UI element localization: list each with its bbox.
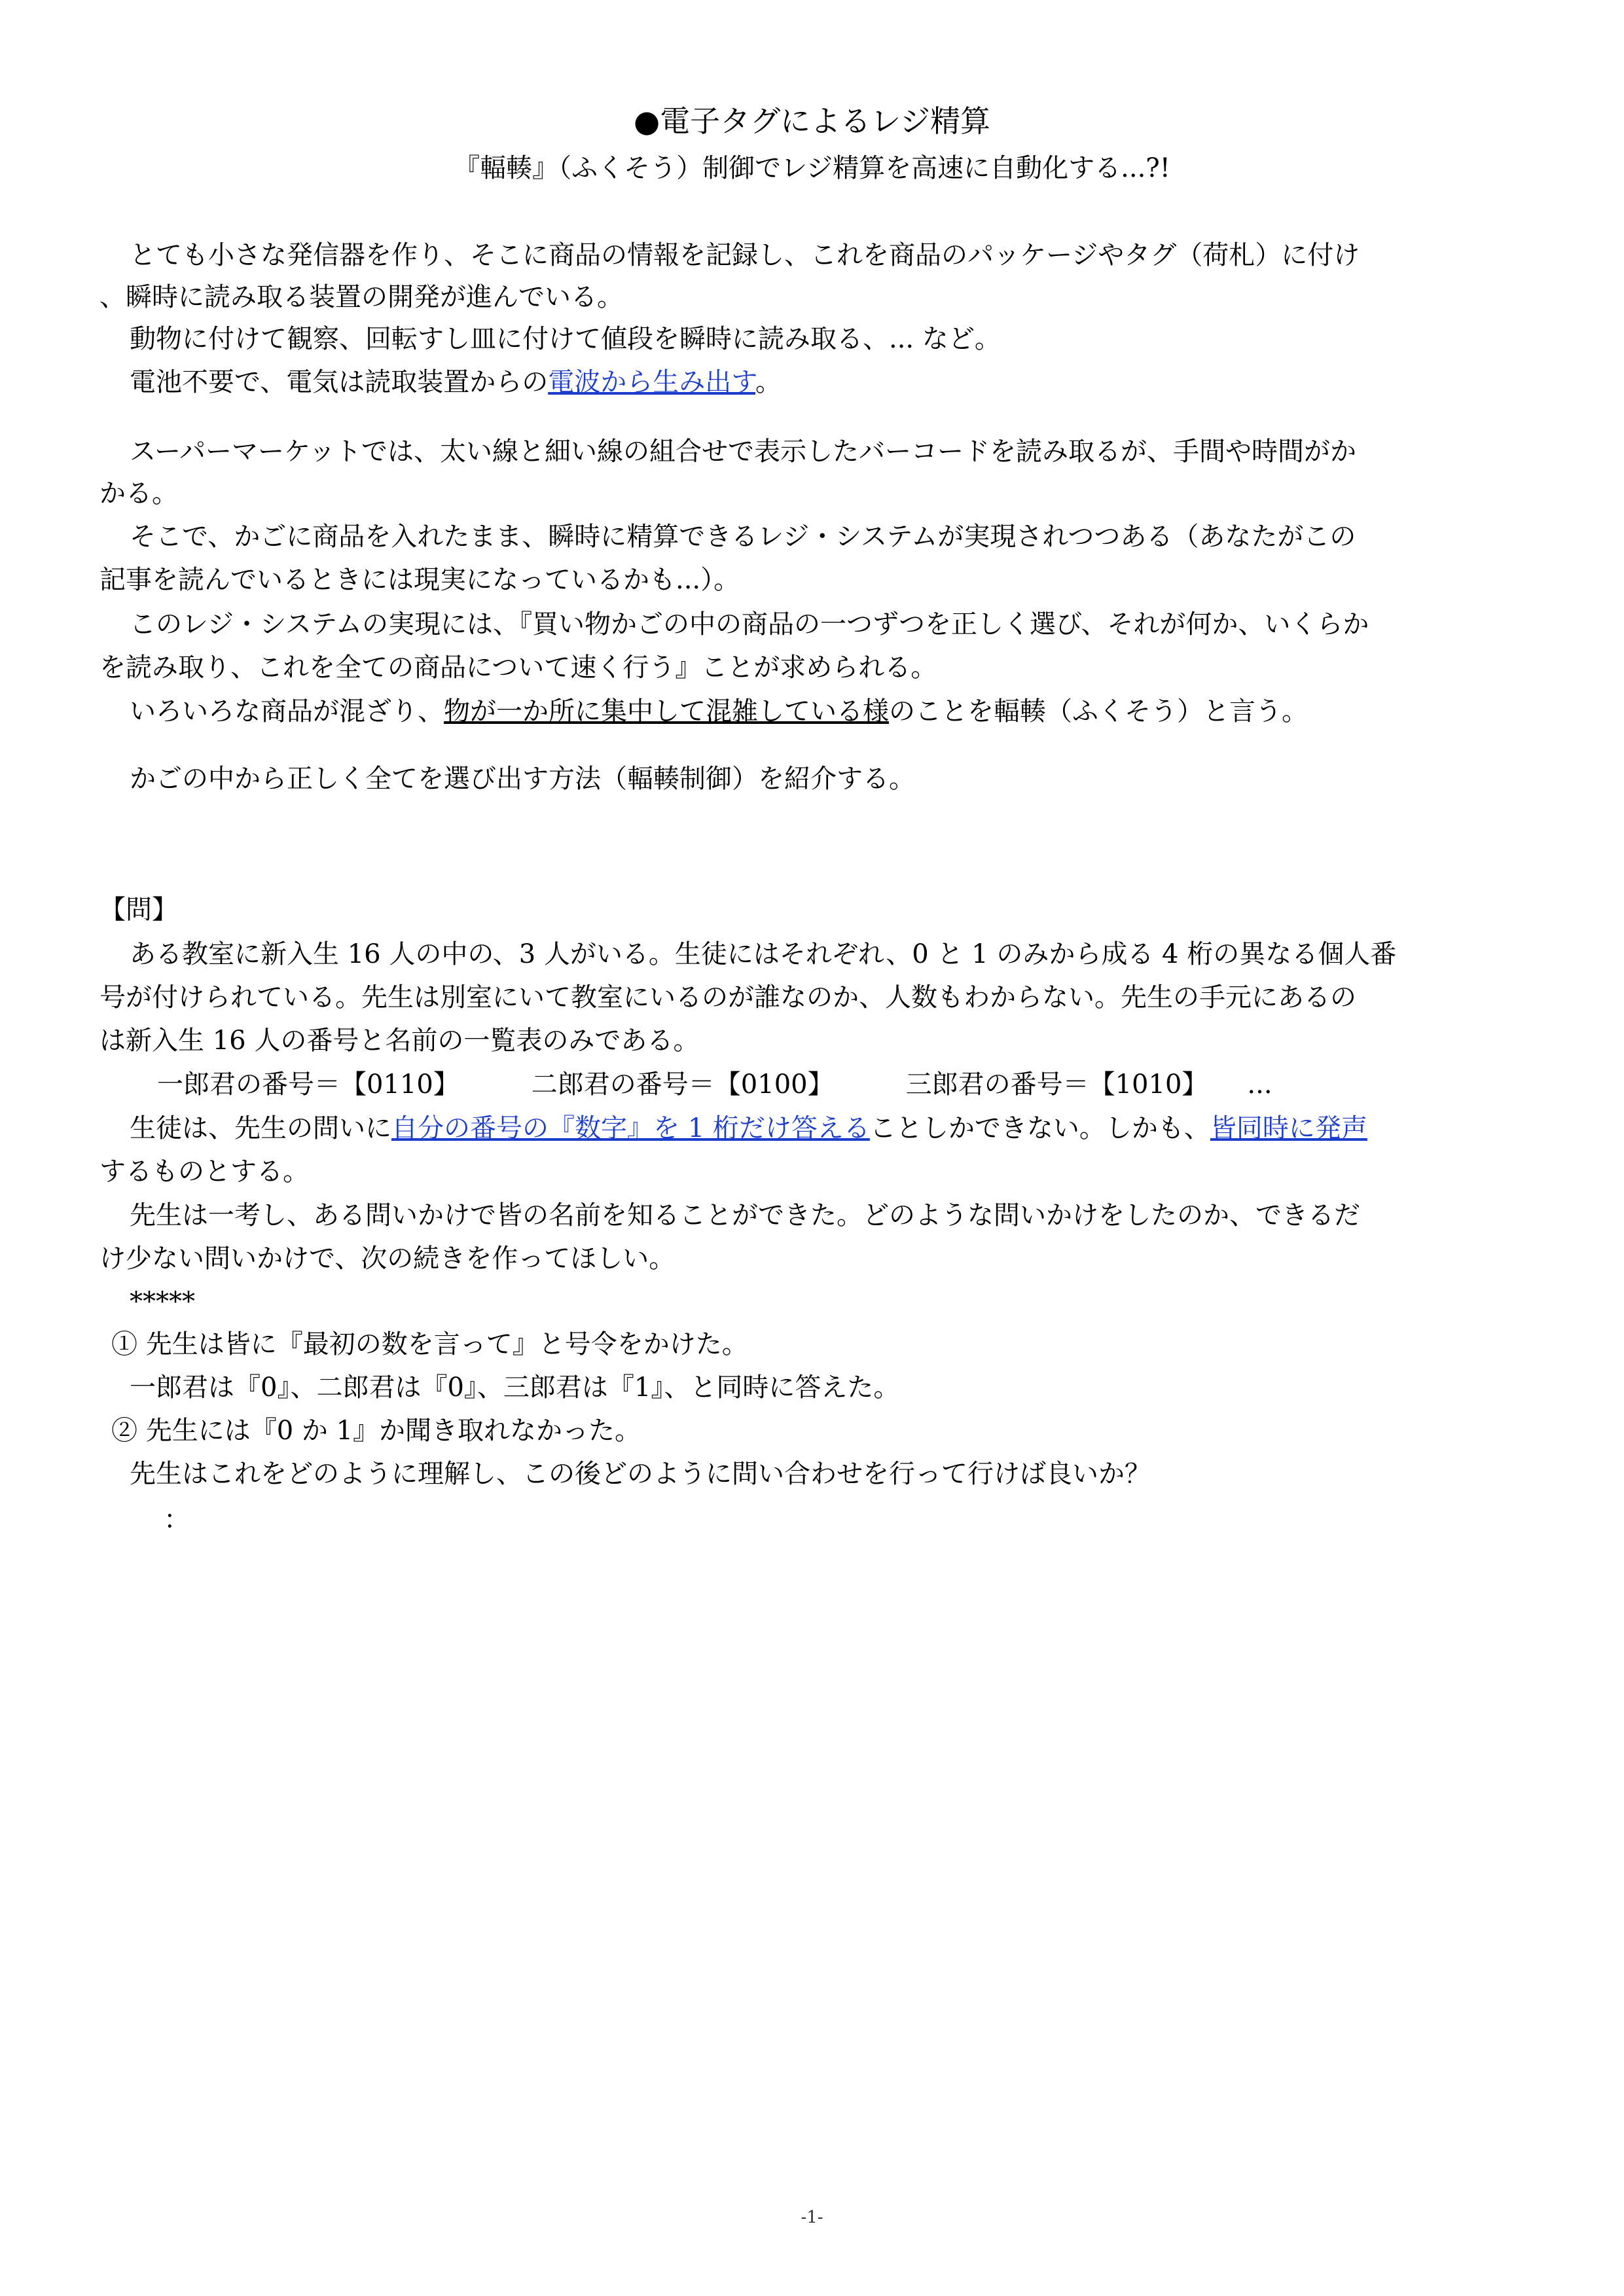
question-q1-line3: は新入生 16 人の番号と名前の一覧表のみである。 [99,1026,700,1056]
body-p8: かごの中から正しく全てを選び出す方法（輻輳制御）を紹介する。 [130,764,915,794]
body-p6-line1: このレジ・システムの実現には、『買い物かごの中の商品の一つずつを正しく選び、それが何か、いくらか [130,609,1369,639]
speak-simultaneously-link[interactable]: 皆同時に発声 [1210,1113,1367,1143]
question-step1-answer: 一郎君は『0』、二郎君は『0』、三郎君は『1』、と同時に答えた。 [130,1372,900,1403]
body-p5-line1: そこで、かごに商品を入れたまま、瞬時に精算できるレジ・システムが実現されつつある（あなたがこの [130,522,1356,552]
page-title: ●電子タグによるレジ精算 [634,103,990,139]
question-stars: ***** [130,1287,195,1317]
answer-one-digit-link[interactable]: 自分の番号の『数字』を 1 桁だけ答える [391,1113,870,1143]
radio-wave-link[interactable]: 電波から生み出す [548,367,756,397]
question-step2-question: 先生はこれをどのように理解し、この後どのように問い合わせを行って行けば良いか？ [130,1459,1151,1489]
question-q1-line2: 号が付けられている。先生は別室にいて教室にいるのが誰なのか、人数もわからない。先生の手元にあるの [99,982,1356,1013]
student-ichiro-number: 一郎君の番号＝【0110】 [157,1069,460,1100]
page-number: -1- [801,2208,823,2227]
student-saburo-number: 三郎君の番号＝【1010】 [905,1069,1208,1100]
body-p7 [130,691,1570,732]
question-q2-text-middle: ことしかできない。しかも、 [869,1113,1210,1143]
question-q2-text-before: 生徒は、先生の問いに [130,1113,391,1143]
body-p7-text-before: いろいろな商品が混ざり、 [130,696,444,726]
question-q1-line1: ある教室に新入生 16 人の中の、3 人がいる。生徒にはそれぞれ、0 と 1 のみから成る 4 桁の異なる個人番 [130,939,1397,969]
intro-p1-line2: 、瞬時に読み取る装置の開発が進んでいる。 [99,282,623,312]
congestion-definition-underline: 物が一か所に集中して混雑している様 [444,696,889,726]
intro-p1-line1: とても小さな発信器を作り、そこに商品の情報を記録し、これを商品のパッケージやタグ（荷札）に付け [130,240,1360,270]
body-p7-text-after: のことを輻輳（ふくそう）と言う。 [889,696,1308,726]
question-q3-line1: 先生は一考し、ある問いかけで皆の名前を知ることができた。どのような問いかけをしたのか、できるだ [130,1200,1360,1230]
intro-p3-text-before: 電池不要で、電気は読取装置からの [130,367,549,397]
student-jiro-number: 二郎君の番号＝【0100】 [531,1069,834,1100]
page-subtitle: 『輻輳』（ふくそう）制御でレジ精算を高速に自動化する...?! [454,153,1170,183]
question-q2-line1 [130,1107,1570,1149]
intro-p3 [130,361,1570,403]
body-p5-line2: 記事を読んでいるときには現実になっているかも...）。 [99,565,740,595]
question-step1: ① 先生は皆に『最初の数を言って』と号令をかけた。 [111,1329,748,1359]
question-step2: ② 先生には『0 か 1』か聞き取れなかった。 [111,1416,641,1446]
students-ellipsis: ... [1247,1069,1272,1100]
intro-p2: 動物に付けて観察、回転すし皿に付けて値段を瞬時に読み取る、... など。 [130,324,1001,354]
student-numbers-row [157,1064,1597,1105]
intro-p3-text-after: 。 [755,367,782,397]
question-heading: 【問】 [99,895,178,925]
question-q3-line2: け少ない問いかけで、次の続きを作ってほしい。 [99,1244,676,1274]
question-q2-line2: するものとする。 [99,1157,309,1187]
body-p4-line2: かる。 [99,478,178,509]
question-continuation: ： [164,1505,190,1535]
body-p4-line1: スーパーマーケットでは、太い線と細い線の組合せで表示したバーコードを読み取るが、手間や時間がか [130,437,1356,467]
body-p6-line2: を読み取り、これを全ての商品について速く行う』ことが求められる。 [99,653,937,683]
